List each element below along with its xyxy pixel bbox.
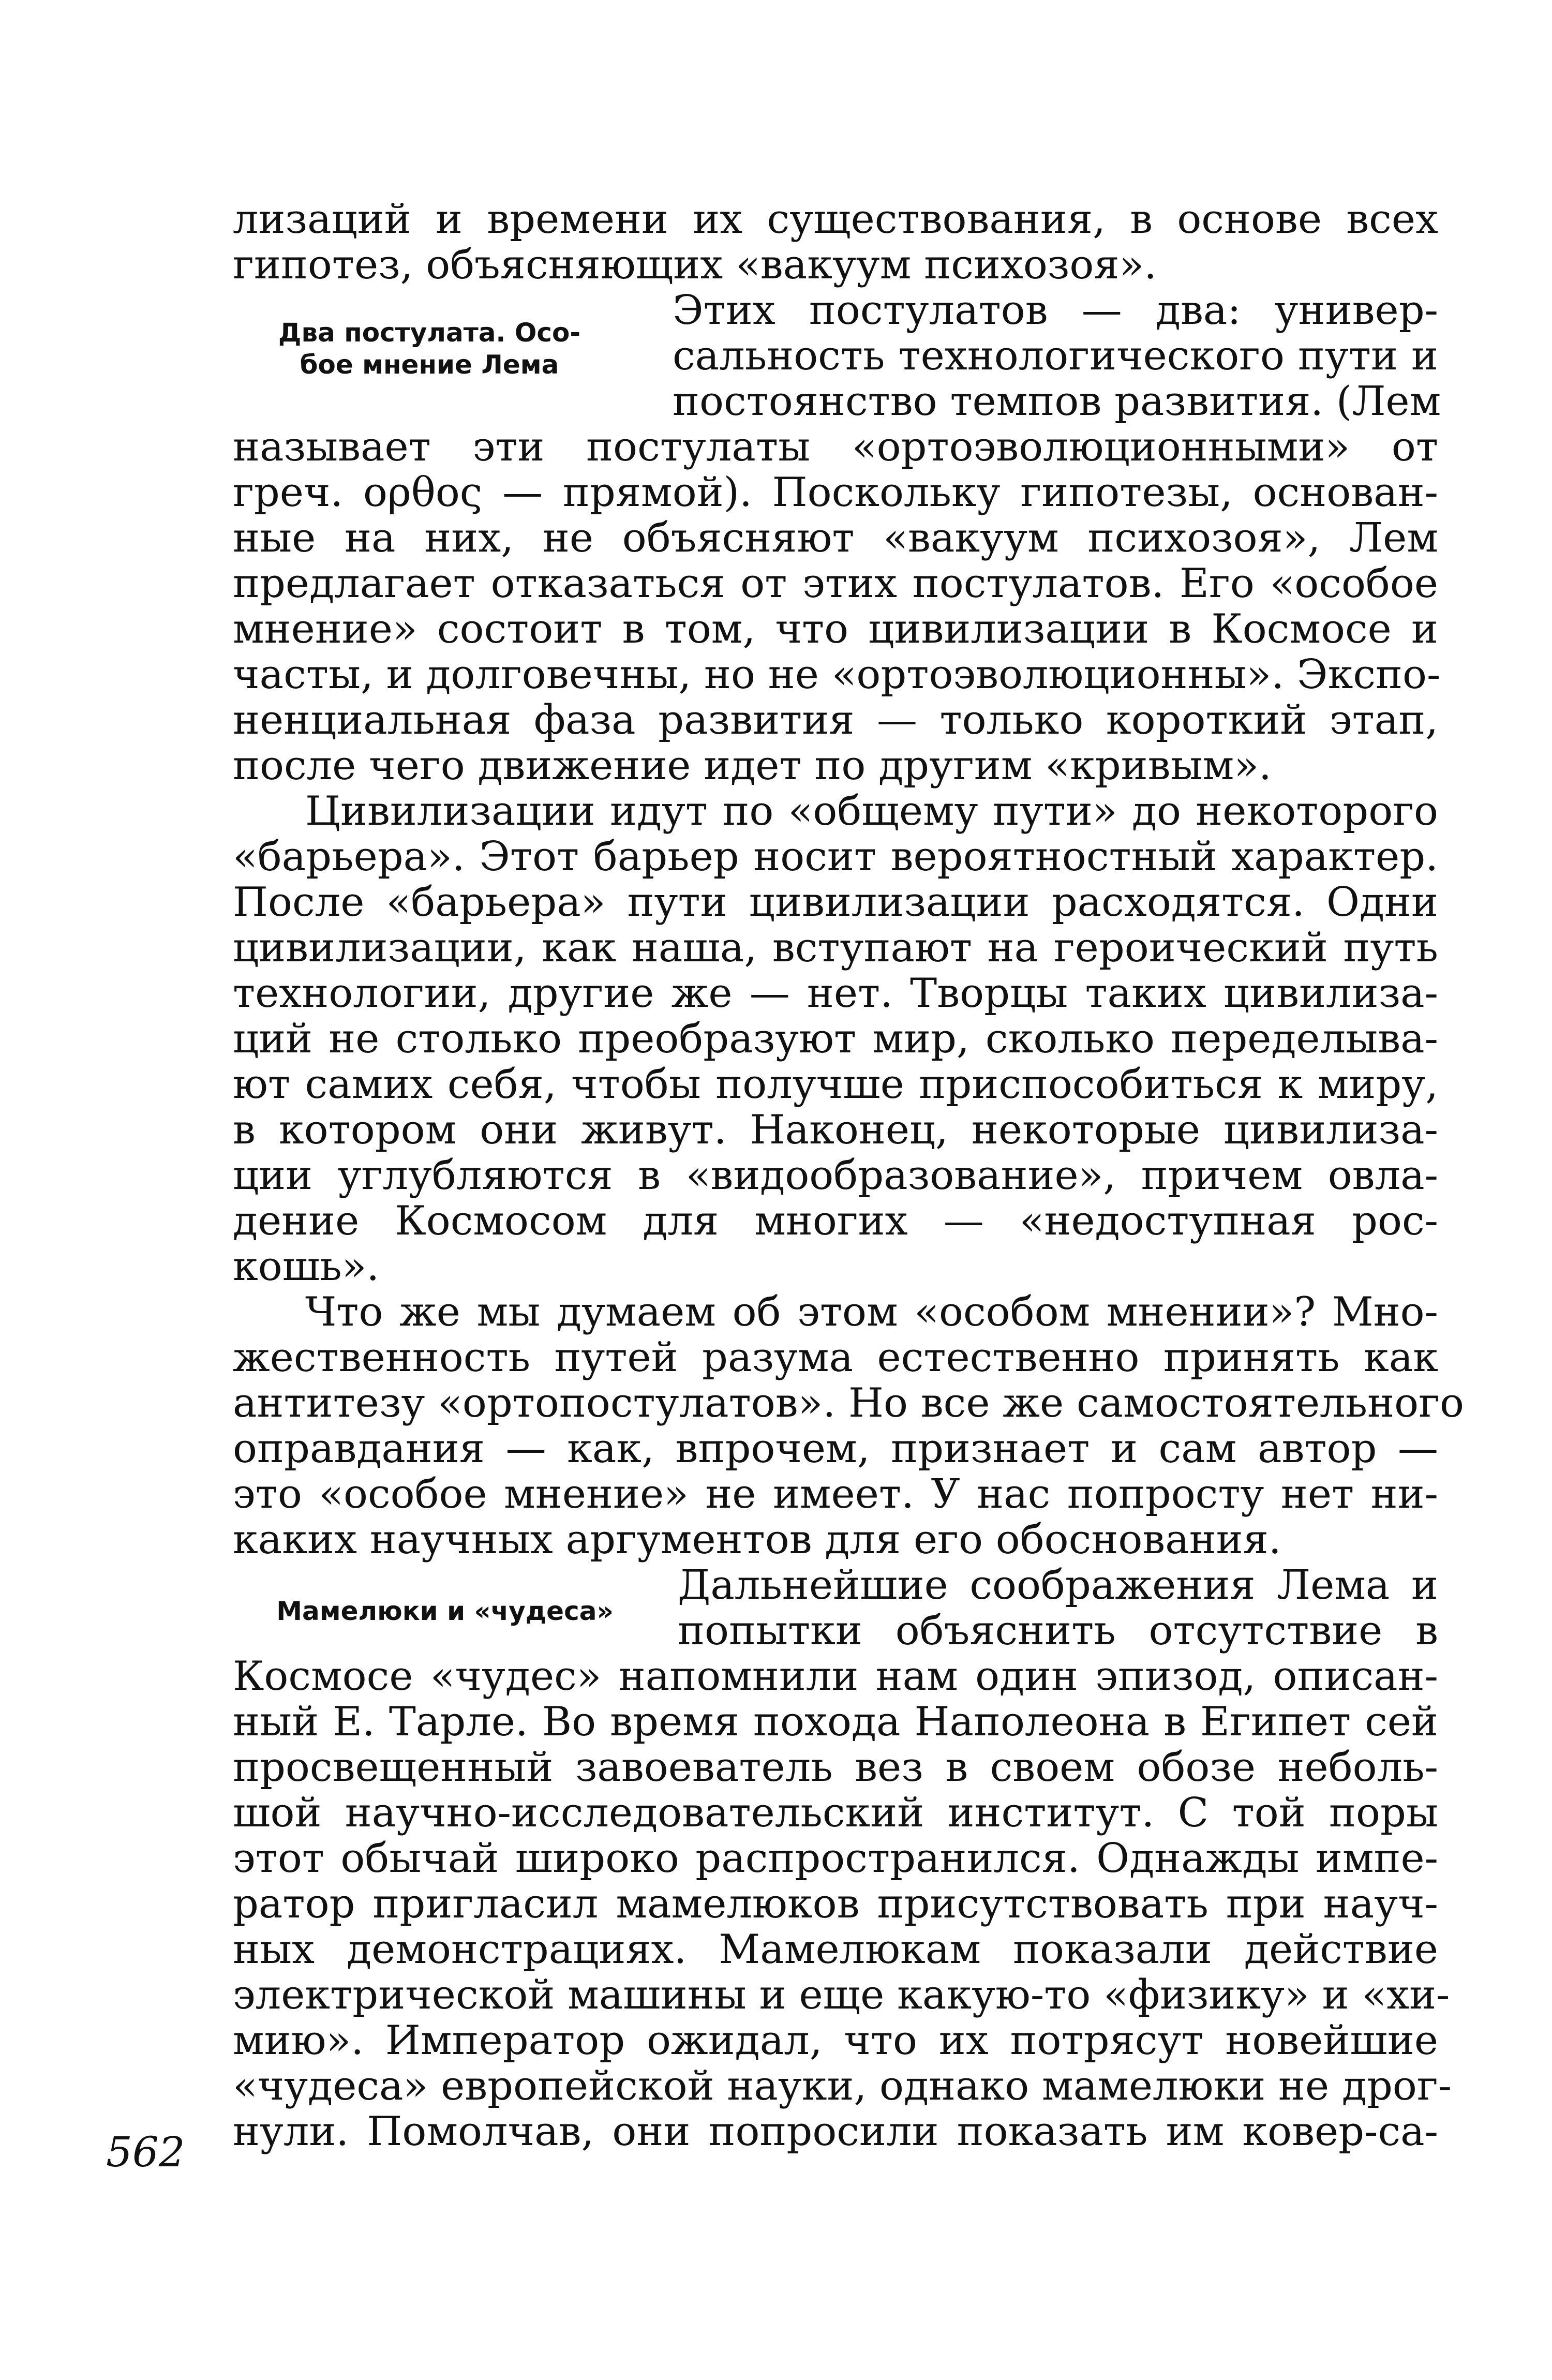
text-line: Дальнейшие соображения Лема и xyxy=(678,1562,1438,1609)
text-line: гипотез, объясняющих «вакуум психозоя». xyxy=(233,242,1157,288)
text-line: Космосе «чудес» напомнили нам один эпизод, описан- xyxy=(233,1653,1438,1700)
text-line: ный Е. Тарле. Во время похода Наполеона в Египет сей xyxy=(233,1699,1438,1745)
text-line: дение Космосом для многих — «недоступная рос- xyxy=(233,1198,1438,1244)
text-line: ные на них, не объясняют «вакуум психозоя», Лем xyxy=(233,515,1438,561)
text-line: «барьера». Этот барьер носит вероятностный характер. xyxy=(233,834,1438,880)
text-line: технологии, другие же — нет. Творцы таких цивилиза- xyxy=(233,970,1438,1017)
text-line: сальность технологического пути и xyxy=(673,333,1438,379)
margin-heading-two-postulates xyxy=(233,317,626,381)
text-line: в котором они живут. Наконец, некоторые цивилиза- xyxy=(233,1107,1438,1153)
margin-heading-line: Мамелюки и «чудеса» xyxy=(276,1596,614,1626)
text-line: ных демонстрациях. Мамелюкам показали действие xyxy=(233,1926,1438,1973)
text-line: шой научно-исследовательский институт. С той поры xyxy=(233,1790,1438,1836)
text-line: цивилизации, как наша, вступают на героический путь xyxy=(233,925,1438,971)
text-line: называет эти постулаты «ортоэволюционными» от xyxy=(233,424,1438,470)
text-line: антитезу «ортопостулатов». Но все же самостоятельного xyxy=(233,1380,1464,1426)
text-line: мнение» состоит в том, что цивилизации в Космосе и xyxy=(233,606,1438,652)
text-line: попытки объяснить отсутствие в xyxy=(678,1608,1438,1654)
page-number: 562 xyxy=(106,2128,185,2176)
text-line: Этих постулатов — два: универ- xyxy=(673,287,1438,334)
text-line: После «барьера» пути цивилизации расходятся. Одни xyxy=(233,879,1438,926)
margin-heading-line: бое мнение Лема xyxy=(300,350,559,380)
text-line: после чего движение идет по другим «кривым». xyxy=(233,742,1272,789)
text-line: жественность путей разума естественно принять как xyxy=(233,1334,1438,1381)
text-line: часты, и долговечны, но не «ортоэволюционны». Экспо- xyxy=(233,651,1441,698)
text-line: этот обычай широко распространился. Однажды импе- xyxy=(233,1835,1438,1882)
text-line: мию». Император ожидал, что их потрясут новейшие xyxy=(233,2017,1438,2064)
text-line: это «особое мнение» не имеет. У нас попросту нет ни- xyxy=(233,1471,1438,1518)
text-line: ции углубляются в «видообразование», причем овла- xyxy=(233,1152,1438,1199)
text-line: предлагает отказаться от этих постулатов. Его «особое xyxy=(233,560,1438,607)
text-line: ций не столько преобразуют мир, сколько переделыва- xyxy=(233,1016,1438,1062)
text-line: каких научных аргументов для его обоснования. xyxy=(233,1516,1281,1563)
text-line: ют самих себя, чтобы получше приспособиться к миру, xyxy=(233,1061,1438,1108)
text-line: Цивилизации идут по «общему пути» до некоторого xyxy=(305,788,1438,835)
margin-heading-mamelukes xyxy=(238,1595,652,1627)
text-line: лизаций и времени их существования, в основе всех xyxy=(233,196,1438,243)
text-line: просвещенный завоеватель вез в своем обозе неболь- xyxy=(233,1744,1438,1791)
text-line: ненциальная фаза развития — только короткий этап, xyxy=(233,697,1438,743)
text-line: «чудеса» европейской науки, однако мамелюки не дрог- xyxy=(233,2063,1452,2109)
text-line: нули. Помолчав, они попросили показать им ковер-са- xyxy=(233,2108,1438,2155)
text-line: оправдания — как, впрочем, признает и сам автор — xyxy=(233,1425,1438,1472)
text-line: ратор пригласил мамелюков присутствовать при науч- xyxy=(233,1881,1438,1927)
text-line: кошь». xyxy=(233,1243,380,1290)
text-line: греч. ορθος — прямой). Поскольку гипотезы, основан- xyxy=(233,469,1438,516)
text-line: электрической машины и еще какую-то «физику» и «хи- xyxy=(233,1972,1450,2018)
text-line: Что же мы думаем об этом «особом мнении»? Мно- xyxy=(305,1289,1438,1335)
margin-heading-line: Два постулата. Осо- xyxy=(278,318,581,348)
text-line: постоянство темпов развития. (Лем xyxy=(673,378,1441,425)
